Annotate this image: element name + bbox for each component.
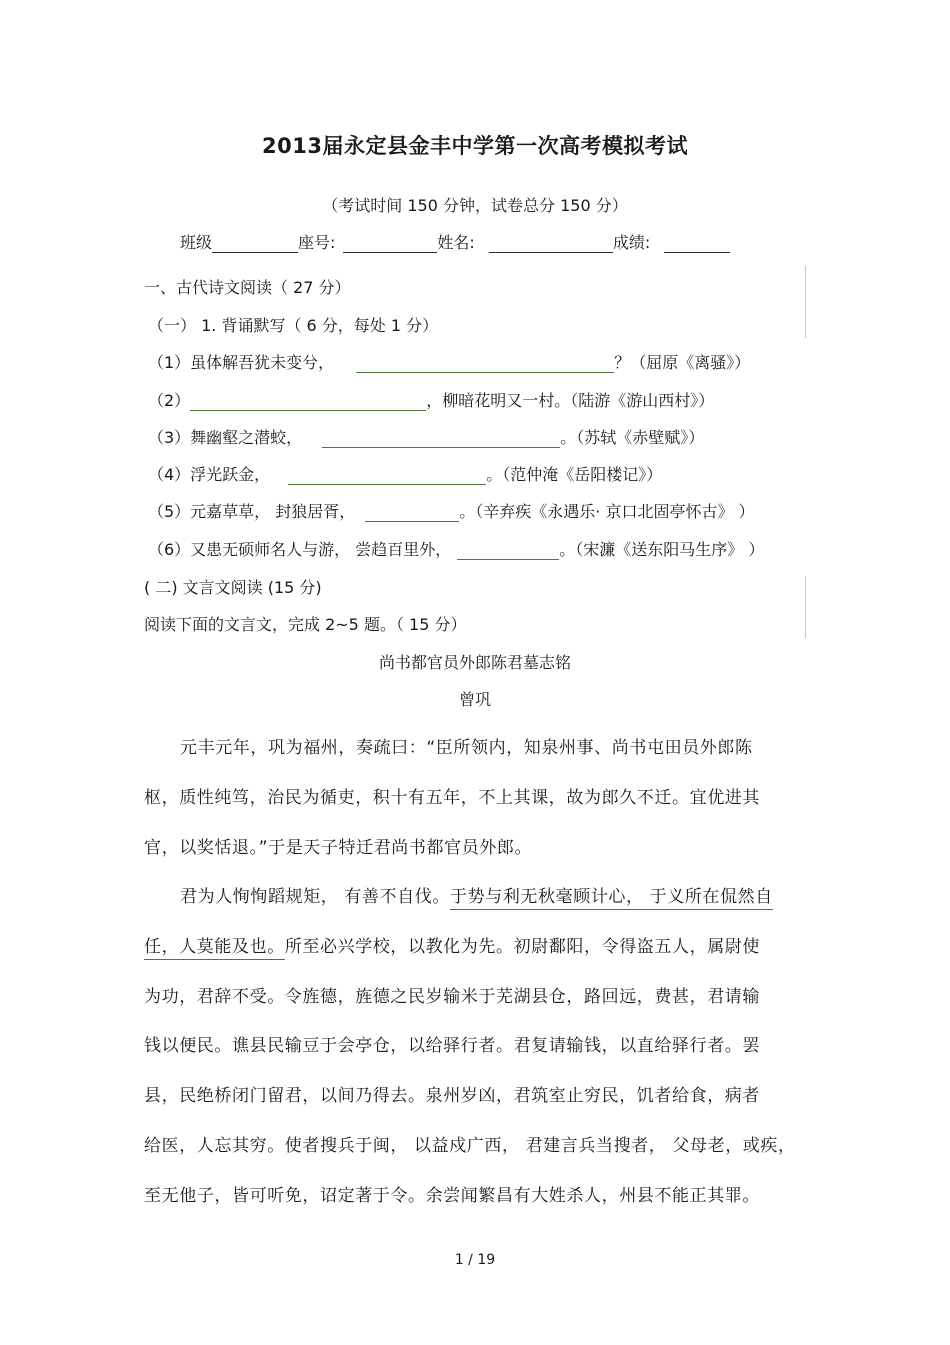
class-label: 班级 [180,233,213,252]
student-info-fields [180,230,730,253]
page-number: 1 / 19 [454,1252,496,1268]
question-4: （4）浮光跃金， 。（范仲淹《岳阳楼记》） [148,465,663,484]
passage-author: 曾巩 [458,690,491,709]
underlined-sentence: 任，人莫能及也。 [144,937,285,960]
passage-line: 君为人恂恂蹈规矩， 有善不自伐。于势与利无秋毫顾计心， 于义所在侃然自 [180,882,773,907]
answer-blank[interactable] [190,392,426,411]
answer-blank[interactable] [322,429,560,448]
passage-title: 尚书都官员外郎陈君墓志铭 [378,653,571,672]
margin-rule [805,266,806,338]
answer-blank[interactable] [457,541,559,560]
question-5: （5）元嘉草草， 封狼居胥， 。（辛弃疾《永遇乐· 京口北固亭怀古》 ） [148,502,755,521]
section-heading: 一、古代诗文阅读（ 27 分） [144,278,351,297]
margin-rule [805,576,806,638]
passage-line: 至无他子，皆可听免，诏定著于令。余尝闻繁昌有大姓杀人，州县不能正其罪。 [144,1186,760,1206]
question-6: （6）又患无硕师名人与游， 尝趋百里外， 。（宋濂《送东阳马生序》 ） [148,540,765,559]
answer-blank[interactable] [356,354,614,373]
passage-line: 任，人莫能及也。所至必兴学校，以教化为先。初尉鄱阳，令得盗五人，属尉使 [144,932,760,957]
score-blank[interactable] [664,232,730,253]
subsection-heading: （一） 1. 背诵默写（ 6 分，每处 1 分） [148,316,439,335]
subsection-heading: ( 二) 文言文阅读 (15 分) [144,578,322,597]
passage-line: 县，民绝桥闭门留君，以间乃得去。泉州岁凶，君筑室止穷民，饥者给食，病者 [144,1086,760,1106]
answer-blank[interactable] [365,503,459,522]
class-blank[interactable] [212,232,298,253]
passage-line: 为功，君辞不受。令旌德，旌德之民岁输米于芜湖县仓，路回远，费甚，君请输 [144,987,760,1007]
score-label: 成绩: [612,233,651,252]
passage-line: 给医，人忘其穷。使者搜兵于闽， 以益戍广西， 君建言兵当搜者， 父母老，或疾， [144,1136,796,1156]
name-blank[interactable] [489,232,613,253]
passage-line: 枢，质性纯笃，治民为循吏，积十有五年，不上其课，故为郎久不迁。宜优进其 [144,788,760,808]
question-3: （3）舞幽壑之潜蛟， 。（苏轼《赤壁赋》） [148,428,705,447]
exam-title: 2013届永定县金丰中学第一次高考模拟考试 [262,134,688,158]
question-2: （2） ，柳暗花明又一村。（陆游《游山西村》） [148,391,715,410]
passage-line: 元丰元年，巩为福州，奏疏曰：“臣所领内，知泉州事、尚书屯田员外郎陈 [180,738,753,758]
passage-line: 官，以奖恬退。”于是天子特迁君尚书都官员外郎。 [144,838,533,858]
instruction-text: 阅读下面的文言文，完成 2~5 题。（ 15 分） [144,615,467,634]
exam-info: （考试时间 150 分钟，试卷总分 150 分） [322,196,628,215]
answer-blank[interactable] [288,466,486,485]
question-1: （1）虽体解吾犹未变兮， ？（屈原《离骚》） [148,353,751,372]
seat-blank[interactable] [343,232,437,253]
passage-line: 钱以便民。谯县民输豆于会亭仓，以给驿行者。君复请输钱，以直给驿行者。罢 [144,1036,760,1056]
name-label: 姓名: [437,233,475,252]
underlined-sentence: 于势与利无秋毫顾计心， 于义所在侃然自 [450,887,773,910]
seat-label: 座号: [298,233,336,252]
